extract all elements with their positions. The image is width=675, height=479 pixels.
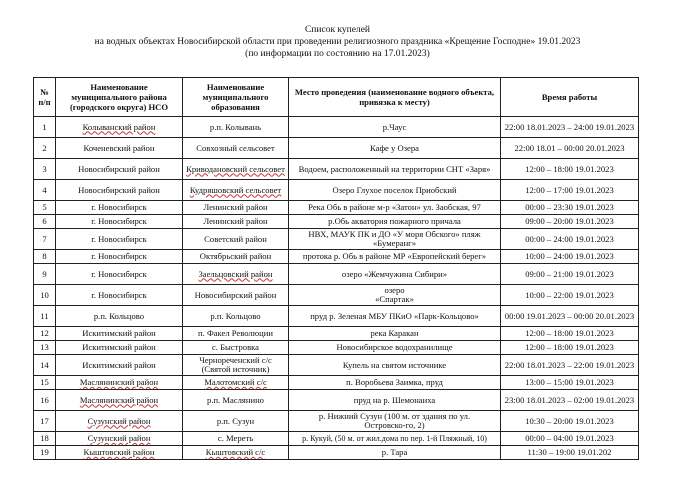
cell-municipality: р.п. Маслянино (183, 390, 289, 411)
cell-municipality: Кудряшовский сельсовет (183, 180, 289, 201)
cell-district: г. Новосибирск (56, 264, 183, 285)
cell-district: г. Новосибирск (56, 229, 183, 250)
col-header-num: № п/п (34, 78, 56, 117)
table-row (34, 376, 639, 390)
table-row (34, 446, 639, 460)
document-title: Список купелей (304, 25, 371, 35)
cell-district: Маслянинский район (56, 390, 183, 411)
cell-time: 10:00 – 24:00 19.01.2023 (501, 250, 639, 264)
table-row (34, 341, 639, 355)
cell-district: г. Новосибирск (56, 285, 183, 306)
cell-district: Новосибирский район (56, 159, 183, 180)
cell-place: река Каракан (289, 327, 501, 341)
cell-municipality: п. Факел Революции (183, 327, 289, 341)
cell-place: Водоем, расположенный на территории СНТ «Заря» (289, 159, 501, 180)
cell-time: 10:00 – 22:00 19.01.2023 (501, 285, 639, 306)
table-row (34, 355, 639, 376)
cell-num: 4 (34, 180, 56, 201)
cell-time: 22:00 18.01 – 00:00 20.01.2023 (501, 138, 639, 159)
cell-num: 1 (34, 117, 56, 138)
cell-place: р. Нижний Сузун (100 м. от здания по ул. Островско-го, 2) (289, 411, 501, 432)
cell-num: 12 (34, 327, 56, 341)
cell-num: 14 (34, 355, 56, 376)
table-row (34, 264, 639, 285)
table-row (34, 432, 639, 446)
cell-municipality: Новосибирский район (183, 285, 289, 306)
cell-district: Сузунский район (56, 432, 183, 446)
cell-num: 15 (34, 376, 56, 390)
document-subtitle: на водных объектах Новосибирской области при проведении религиозного праздника «Крещение Господне» 19.01.2023 (94, 37, 581, 47)
cell-place: пруд на р. Шемонаиха (289, 390, 501, 411)
cell-municipality: Ленинский район (183, 201, 289, 215)
cell-municipality: р.п. Колывань (183, 117, 289, 138)
cell-municipality: р.п. Сузун (183, 411, 289, 432)
cell-municipality: Заельцовский район (183, 264, 289, 285)
cell-municipality: Совхозный сельсовет (183, 138, 289, 159)
document-date-note: (по информации по состоянию на 17.01.2023) (245, 49, 430, 59)
cell-time: 09:00 – 20:00 19.01.2023 (501, 215, 639, 229)
table-row (34, 250, 639, 264)
cell-num: 9 (34, 264, 56, 285)
cell-district: Сузунский район (56, 411, 183, 432)
cell-time: 00:00 – 04:00 19.01.2023 (501, 432, 639, 446)
table-row (34, 229, 639, 250)
cell-time: 00:00 19.01.2023 – 00:00 20.01.2023 (501, 306, 639, 327)
cell-time: 22:00 18.01.2023 – 24:00 19.01.2023 (501, 117, 639, 138)
cell-district: Искитимский район (56, 327, 183, 341)
fonts-table (33, 77, 639, 460)
cell-num: 13 (34, 341, 56, 355)
table-row (34, 327, 639, 341)
cell-time: 23:00 18.01.2023 – 02:00 19.01.2023 (501, 390, 639, 411)
cell-num: 6 (34, 215, 56, 229)
cell-district: г. Новосибирск (56, 250, 183, 264)
cell-num: 11 (34, 306, 56, 327)
cell-time: 12:00 – 18:00 19.01.2023 (501, 159, 639, 180)
cell-time: 00:00 – 23:30 19.01.2023 (501, 201, 639, 215)
col-header-district: Наименование муниципального района (городского округа) НСО (56, 78, 183, 117)
cell-municipality: Малотомский с/с (183, 376, 289, 390)
cell-district: Искитимский район (56, 355, 183, 376)
cell-municipality: Советский район (183, 229, 289, 250)
cell-place: Кафе у Озера (289, 138, 501, 159)
cell-num: 17 (34, 411, 56, 432)
cell-num: 5 (34, 201, 56, 215)
cell-num: 16 (34, 390, 56, 411)
cell-time: 12:00 – 18:00 19.01.2023 (501, 341, 639, 355)
cell-municipality: Криводановский сельсовет (183, 159, 289, 180)
cell-district: р.п. Кольцово (56, 306, 183, 327)
table-row (34, 390, 639, 411)
cell-place: пруд р. Зеленая МБУ ПКиО «Парк-Кольцово» (289, 306, 501, 327)
cell-num: 8 (34, 250, 56, 264)
col-header-time: Время работы (501, 78, 639, 117)
cell-municipality: Кыштовский с/с (183, 446, 289, 460)
cell-place: озеро «Жемчужина Сибири» (289, 264, 501, 285)
cell-time: 13:00 – 15:00 19.01.2023 (501, 376, 639, 390)
cell-municipality: р.п. Кольцово (183, 306, 289, 327)
cell-place: Новосибирское водохранилище (289, 341, 501, 355)
cell-district: Кыштовский район (56, 446, 183, 460)
cell-district: Маслянинский район (56, 376, 183, 390)
table-row (34, 117, 639, 138)
table-row (34, 306, 639, 327)
cell-time: 12:00 – 18:00 19.01.2023 (501, 327, 639, 341)
cell-num: 2 (34, 138, 56, 159)
table-row (34, 411, 639, 432)
cell-time: 12:00 – 17:00 19.01.2023 (501, 180, 639, 201)
cell-district: г. Новосибирск (56, 215, 183, 229)
cell-place: п. Воробьева Заимка, пруд (289, 376, 501, 390)
cell-municipality: с. Мереть (183, 432, 289, 446)
cell-time: 09:00 – 21:00 19.01.2023 (501, 264, 639, 285)
cell-time: 00:00 – 24:00 19.01.2023 (501, 229, 639, 250)
cell-num: 18 (34, 432, 56, 446)
cell-place: Купель на святом источнике (289, 355, 501, 376)
cell-num: 19 (34, 446, 56, 460)
cell-place: Озеро Глухое поселок Приобский (289, 180, 501, 201)
cell-district: г. Новосибирск (56, 201, 183, 215)
cell-num: 7 (34, 229, 56, 250)
table-row (34, 138, 639, 159)
cell-num: 10 (34, 285, 56, 306)
cell-place: НВХ, МАУК ПК и ДО «У моря Обского» пляж «Бумеранг» (289, 229, 501, 250)
col-header-place: Место проведения (наименование водного объекта, привязка к месту) (289, 78, 501, 117)
cell-place: озеро «Спартак» (289, 285, 501, 306)
cell-municipality: Ленинский район (183, 215, 289, 229)
table-row (34, 215, 639, 229)
cell-district: Коченевский район (56, 138, 183, 159)
cell-municipality: Чернореченский с/с (Святой источник) (183, 355, 289, 376)
table-row (34, 285, 639, 306)
table-row (34, 159, 639, 180)
cell-time: 10:30 – 20:00 19.01.2023 (501, 411, 639, 432)
cell-time: 11:30 – 19:00 19.01.202 (501, 446, 639, 460)
cell-place: протока р. Обь в районе МР «Европейский берег» (289, 250, 501, 264)
table-header-row (34, 78, 639, 117)
col-header-municipality: Наименование муниципального образования (183, 78, 289, 117)
cell-place: Река Обь в районе м-р «Затон» ул. Заобская, 97 (289, 201, 501, 215)
cell-place: р.Обь акватория пожарного причала (289, 215, 501, 229)
cell-district: Новосибирский район (56, 180, 183, 201)
cell-district: Искитимский район (56, 341, 183, 355)
cell-num: 3 (34, 159, 56, 180)
cell-place: р. Кукуй, (50 м. от жил.дома по пер. 1-й Пляжный, 10) (289, 432, 501, 446)
cell-municipality: с. Быстровка (183, 341, 289, 355)
table-row (34, 180, 639, 201)
table-row (34, 201, 639, 215)
cell-place: р. Тара (289, 446, 501, 460)
cell-municipality: Октябрьский район (183, 250, 289, 264)
cell-district: Колыванский район (56, 117, 183, 138)
cell-time: 22:00 18.01.2023 – 22:00 19.01.2023 (501, 355, 639, 376)
cell-place: р.Чаус (289, 117, 501, 138)
